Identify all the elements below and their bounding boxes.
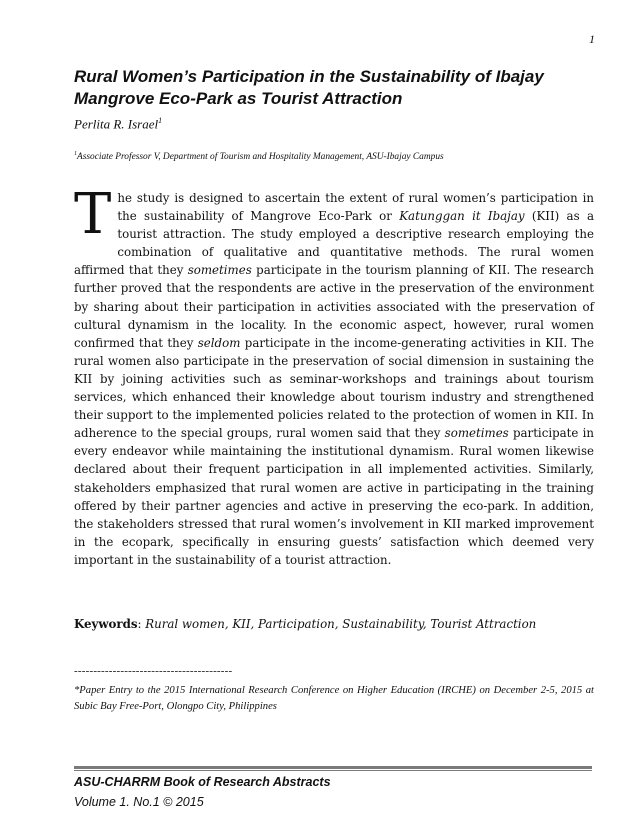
abstract-text-4: participate in the income-generating activities in KII. The rural women also participate in the preservation of social dimension in sustaining the KII by joining activities such as seminar-workshops and trainings about tourism services, which enhanced their knowledge about tourism industry and strengthened their support to the implemented policies related to the protection of women in KII. In adherence to the special groups, rural women said that they [74,335,594,441]
paper-title: Rural Women’s Participation in the Sustainability of Ibajay Mangrove Eco-Park as Tourist Attraction [74,67,544,108]
footer-volume: Volume 1. No.1 © 2015 [74,795,204,809]
keywords-label: Keywords [74,617,138,631]
affiliation-superscript: 1 [74,151,77,157]
footnote-separator: ----------------------------------------- [74,665,233,677]
author-superscript: 1 [158,116,163,125]
keywords-value: Rural women, KII, Participation, Sustainability, Tourist Attraction [145,617,537,631]
affiliation-line [74,151,594,162]
keywords-separator: : [137,617,146,631]
abstract-dropcap: T [74,182,112,247]
author-line [74,116,162,132]
abstract-text-3: participate in the tourism planning of KII. The research further proved that the respondents are active in the preservation of the environment by sharing about their participation in activities associated with the preservation of cultural dynamism in the locality. In the economic aspect, however, rural women confirmed that they [74,263,594,350]
abstract-text-5: participate in every endeavor while maintaining the institutional dynamism. Rural women likewise declared about their frequent participation in all implemented activities. Similarly, stakeholders emphasized that rural women are active in participating in the training offered by their partner agencies and active in preserving the eco-park. In addition, the stakeholders stressed that rural women’s involvement in KII marked improvement in the ecopark, specifically in ensuring guests’ satisfaction which deemed very important in the sustainability of a tourist attraction. [74,426,595,567]
footer-book-title: ASU-CHARRM Book of Research Abstracts [74,775,331,789]
abstract-text-2: (KII) as a tourist attraction. The study employed a descriptive research employing the combination of qualitative and quantitative methods. The rural women affirmed that they [74,209,594,278]
author-name: Perlita R. Israel [74,116,159,132]
abstract-emphasis-1: Katunggan it Ibajay [399,209,525,224]
abstract-emphasis-2: sometimes [187,263,252,278]
abstract-body [74,182,595,569]
affiliation-text: Associate Professor V, Department of Tourism and Hospitality Management, ASU-Ibajay Campus [77,152,444,163]
footer-rule-thin [74,770,592,771]
page-number: 1 [589,32,595,46]
abstract-emphasis-4: sometimes [444,426,509,441]
footer-rule [74,766,592,769]
abstract-emphasis-3: seldom [197,335,241,350]
abstract-text-1: he study is designed to ascertain the extent of rural women’s participation in the sustainability of Mangrove Eco-Park or [117,191,594,224]
footnote-text: *Paper Entry to the 2015 International Research Conference on Higher Education (IRCHE) on December 2-5, 2015 at Subic Bay Free-Port, Olongpo City, Philippines [74,685,594,712]
keywords-line [74,617,594,631]
